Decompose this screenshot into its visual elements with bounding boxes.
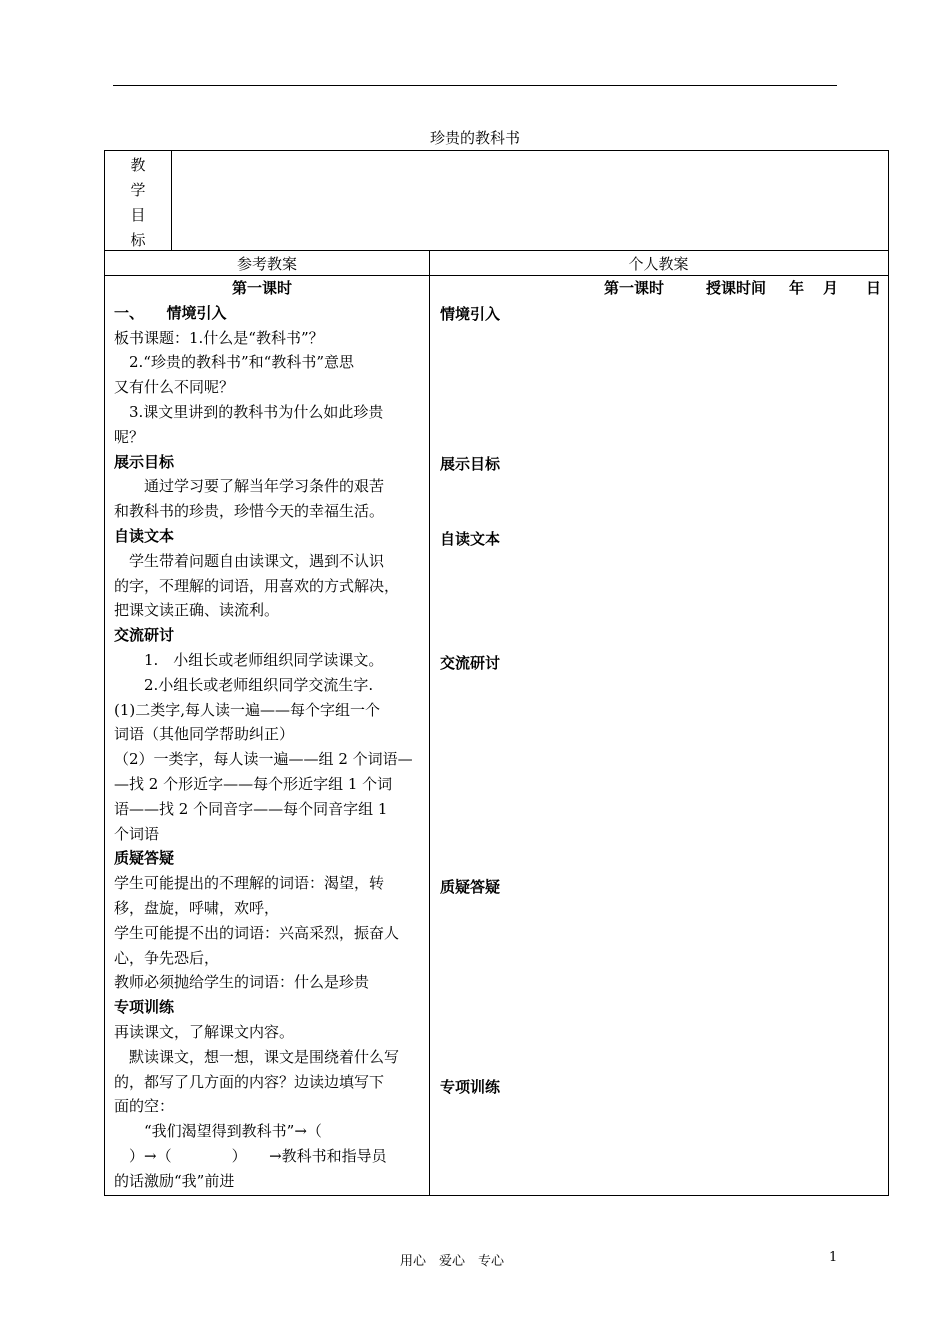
goal-divider [171, 151, 172, 250]
section-label: 交流研讨 [440, 654, 501, 672]
footer-motto: 用心 爱心 专心 [400, 1254, 505, 1269]
reference-plan-header: 参考教案 [236, 255, 297, 273]
section-label: 质疑答疑 [440, 878, 501, 896]
reference-plan-content: 第一课时 一、 情境引入 板书课题：1.什么是“教科书”？ 2.“珍贵的教科书”和“教科书”意思 又有什么不同呢？ 3.课文里讲到的教科书为什么如此珍贵 呢？ 展示目标 通过学习要了解当年学习条件的艰苦 和教科书的珍贵，珍惜今天的幸福生活。 自读文本 学生带着问题自由读课文，遇到不认识 的字，不理解的词语，用喜欢的方式解决， 把课文读正确、读流利。 交流研讨 1. 小组长或老师组织同学读课文。 2.小组长或老师组织同学交流生字. (1)二类字,每人读一遍——每个字组一个 词语（其他同学帮助纠正） （2）一类字，每人读一遍——组 2 个词语— —找 2 个形近字——每个形近字组 1 个词 语——找 2 个同音字——每个同音字组 1 个词语 质疑答疑 学生可能提出的不理解的词语：渴望，转 移，盘旋，呼啸，欢呼， 学生可能提不出的词语：兴高采烈，振奋人 心，争先恐后， 教师必须抛给学生的词语：什么是珍贵 专项训练 再读课文，了解课文内容。 默读课文，想一想，课文是围绕着什么写 的，都写了几方面的内容？边读边填写下 面的空： “我们渴望得到教科书”→（ ）→（ ） →教科书和指导员 的话激励“我”前进 [114, 276, 424, 1193]
page-title: 珍贵的教科书 [429, 129, 520, 147]
section-label: 自读文本 [440, 530, 501, 548]
section-heading: 自读文本 [114, 526, 175, 545]
row-divider [105, 250, 888, 251]
lesson-title: 第一课时 [231, 279, 292, 297]
personal-plan-header: 个人教案 [628, 255, 689, 273]
section-label: 展示目标 [440, 455, 501, 473]
section-heading: 展示目标 [114, 452, 175, 471]
section-heading: 交流研讨 [114, 626, 175, 645]
section-label: 专项训练 [440, 1078, 501, 1096]
column-divider [429, 250, 430, 1195]
section-label: 情境引入 [440, 305, 501, 323]
lesson-plan-table: 教 学 目 标 参考教案 个人教案 第一课时 一、 情境引入 板书课题：1.什么是“教科书”？ 2.“珍贵的教科书”和“教科书”意思 又有什么不同呢？ 3.课文里讲到的教科书为什么如此珍贵 呢？ 展示目标 通过学习要了解当年学习条件的艰苦 和教科书的珍贵，珍惜今天的幸福生活。 自读文本 学生带着问题自由读课文，遇到不认识 的字，不理解的词语，用喜欢的方式解决， 把课文读正确、读流利。 交流研讨 1. 小组长或老师组织同学读课文。 2.小组长或老师组织同学交流生字. (1)二类字,每人读一遍——每个字组一个 词语（其他同学帮助纠正） （2）一类字，每人读一遍——组 2 个词语— —找 2 个形近字——每个形近字组 1 个词 语——找 2 个同音字——每个同音字组 1 个词语 质疑答疑 学生可能提出的不理解的词语：渴望，转 移，盘旋，呼啸，欢呼， 学生可能提不出的词语：兴高采烈，振奋人 心，争先恐后， 教师必须抛给学生的词语：什么是珍贵 专项训练 再读课文，了解课文内容。 默读课文，想一想，课文是围绕着什么写 的，都写了几方面的内容？边读边填写下 面的空： “我们渴望得到教科书”→（ ）→（ ） →教科书和指导员 的话激励“我”前进 第一课时 授课时间 年 月 日 情境引入 展示目标 自读文本 交流研讨 质疑答疑 专项训练 [104, 150, 889, 1196]
section-heading: 质疑答疑 [114, 849, 175, 868]
header-rule [113, 85, 837, 86]
page-number: 1 [829, 1250, 838, 1265]
goal-label: 教 学 目 标 [130, 156, 146, 249]
section-heading: 专项训练 [114, 998, 175, 1017]
